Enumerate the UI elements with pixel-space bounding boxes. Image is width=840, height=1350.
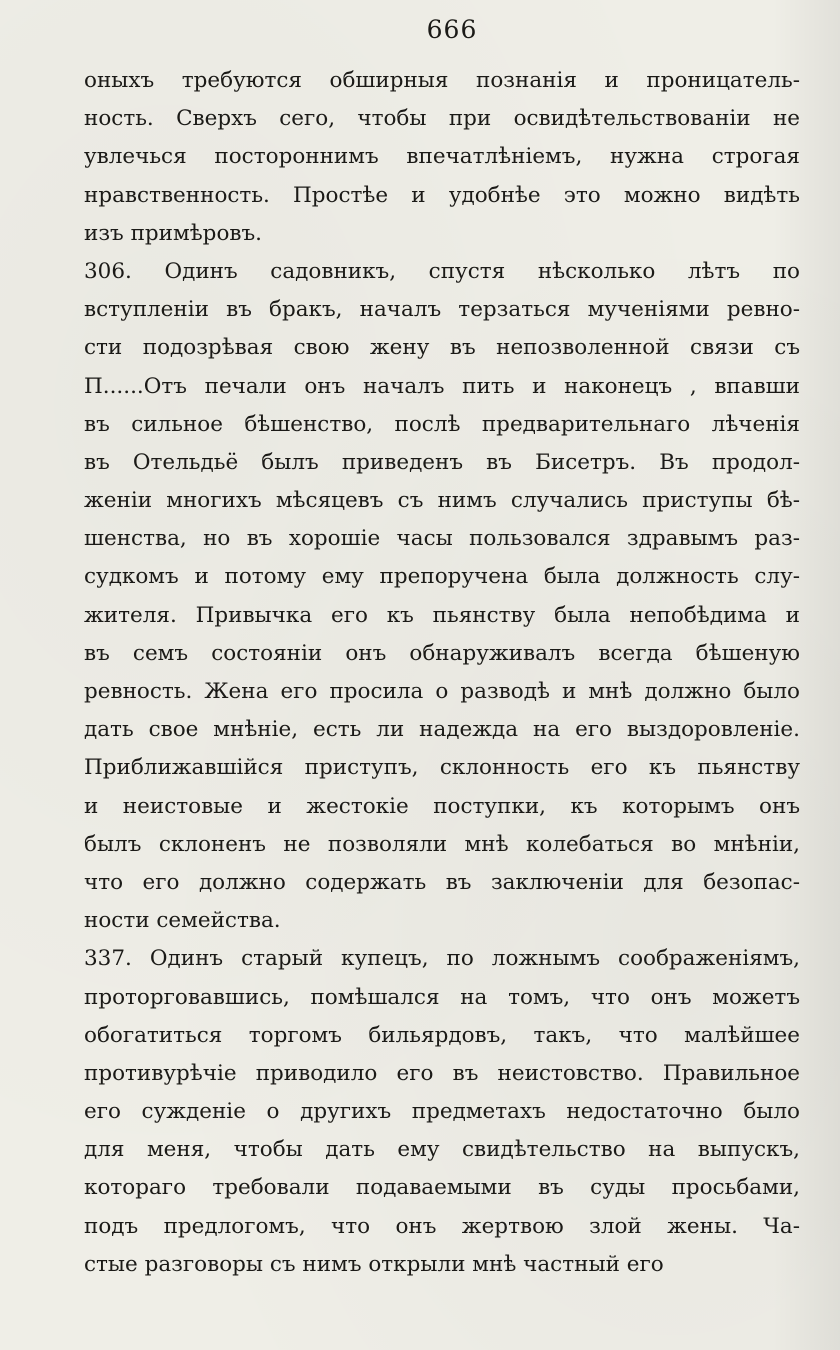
text-line: нравственность. Простѣе и удобнѣе это можно видѣть — [84, 182, 800, 208]
text-line: судкомъ и потому ему препоручена была должность слу- — [84, 564, 800, 590]
text-line: жителя. Привычка его къ пьянству была непобѣдима и — [84, 602, 800, 628]
paragraph — [84, 62, 800, 253]
text-line: изъ примѣровъ. — [84, 220, 263, 246]
text-line: въ сильное бѣшенство, послѣ предварительнаго лѣченія — [84, 411, 800, 437]
text-line: сти подозрѣвая свою жену въ непозволенной связи съ — [84, 335, 800, 361]
text-line: его сужденіе о другихъ предметахъ недостаточно было — [84, 1099, 800, 1125]
text-line: П......Отъ печали онъ началъ пить и наконецъ , впавши — [84, 373, 800, 399]
text-line: обогатиться торгомъ бильярдовъ, такъ, что малѣйшее — [84, 1022, 800, 1048]
text-line: ревность. Жена его просила о разводѣ и мнѣ должно было — [84, 679, 800, 704]
text-line: шенства, но въ хорошіе часы пользовался здравымъ раз- — [84, 526, 800, 552]
paragraph — [84, 940, 800, 1284]
text-line: что его должно содержать въ заключеніи для безопас- — [84, 869, 800, 895]
text-line: увлечься постороннимъ впечатлѣніемъ, нужна строгая — [84, 144, 800, 170]
text-line: въ семъ состояніи онъ обнаруживалъ всегда бѣшеную — [84, 640, 800, 666]
text-line: оныхъ требуются обширныя познанія и проницатель- — [84, 68, 800, 93]
text-line: былъ склоненъ не позволяли мнѣ колебаться во мнѣніи, — [84, 831, 800, 857]
page-number: 666 — [426, 15, 478, 44]
text-line: проторговавшись, помѣшался на томъ, что онъ можетъ — [84, 984, 800, 1010]
text-line: и неистовые и жестокіе поступки, къ которымъ онъ — [84, 793, 800, 819]
page-text — [84, 62, 800, 1284]
text-line: стые разговоры съ нимъ открыли мнѣ частный его — [84, 1251, 664, 1277]
text-line: противурѣчіе приводило его въ неистовство. Правильное — [84, 1060, 800, 1086]
text-line: въ Отельдьё былъ приведенъ въ Бисетръ. Въ продол- — [84, 449, 800, 475]
text-line: дать свое мнѣніе, есть ли надежда на его выздоровленіе. — [84, 717, 800, 743]
text-line: котораго требовали подаваемыми въ суды просьбами, — [84, 1175, 800, 1201]
text-line: для меня, чтобы дать ему свидѣтельство на выпускъ, — [84, 1137, 800, 1163]
text-line: женіи многихъ мѣсяцевъ съ нимъ случались приступы бѣ- — [84, 488, 800, 514]
text-line: подъ предлогомъ, что онъ жертвою злой жены. Ча- — [84, 1213, 800, 1239]
text-line: ности семейства. — [84, 908, 281, 934]
text-line: ность. Сверхъ сего, чтобы при освидѣтельствованіи не — [84, 106, 800, 132]
text-line: 337. Одинъ старый купецъ, по ложнымъ соображеніямъ, — [84, 946, 800, 972]
paragraph — [84, 253, 800, 940]
text-line: 306. Одинъ садовникъ, спустя нѣсколько лѣтъ по — [84, 258, 800, 284]
text-line: Приближавшійся приступъ, склонность его къ пьянству — [84, 755, 800, 781]
text-line: вступленіи въ бракъ, началъ терзаться мученіями ревно- — [84, 297, 800, 323]
